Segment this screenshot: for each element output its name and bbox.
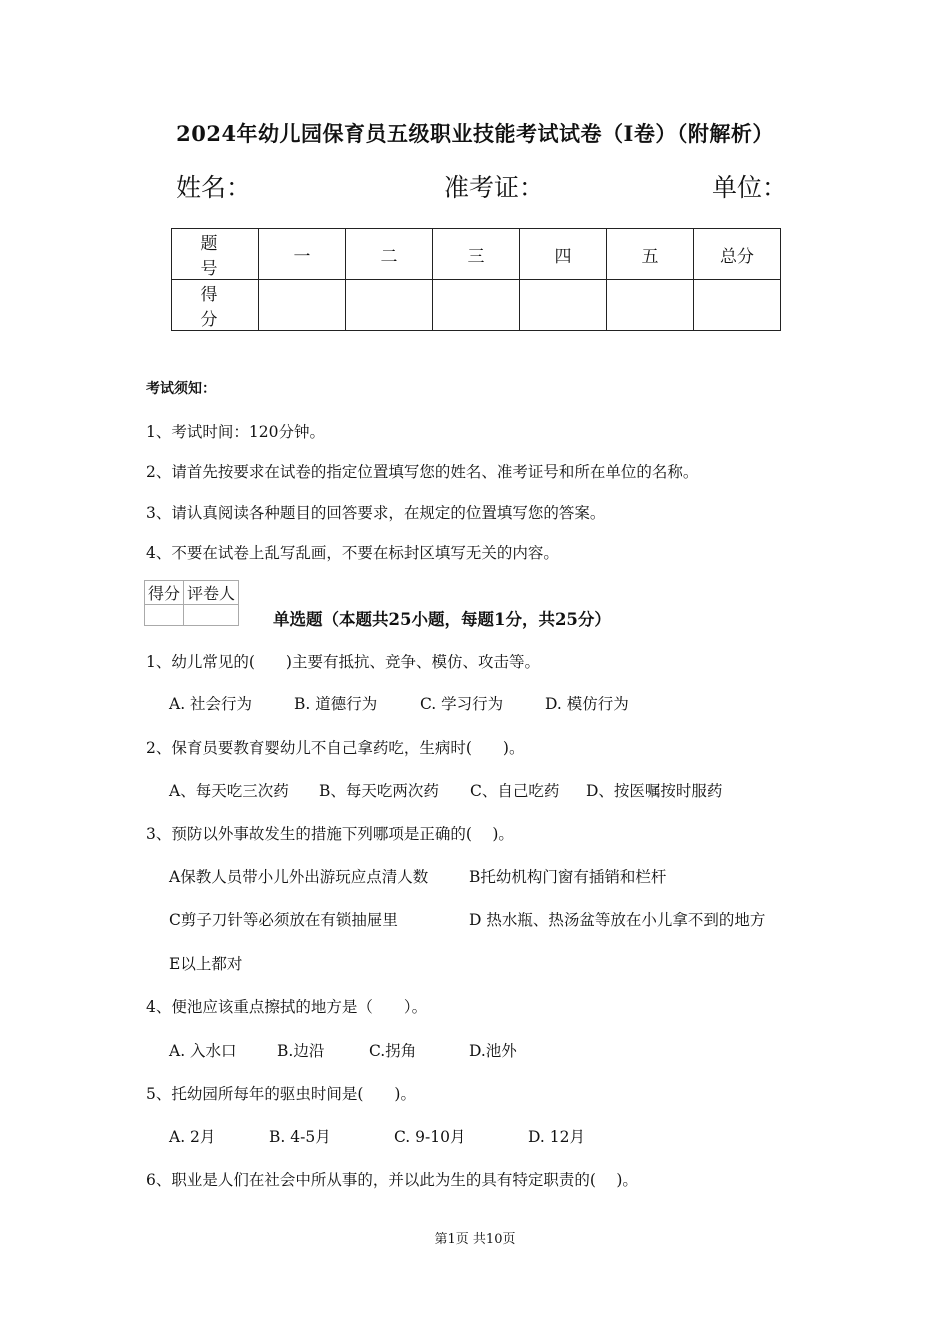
question-option: A保教人员带小儿外出游玩应点清人数 [169, 868, 429, 886]
score-cell[interactable] [346, 280, 433, 331]
question-option: D.池外 [469, 1042, 517, 1060]
name-field-label: 姓名： [176, 173, 252, 202]
question-option: D. 模仿行为 [545, 695, 629, 713]
grader-reviewer-label: 评卷人 [184, 581, 239, 605]
grader-score-cell[interactable] [145, 605, 184, 626]
section-title: 单选题（本题共25小题，每题1分，共25分） [273, 610, 611, 629]
score-cell[interactable] [694, 280, 781, 331]
question-option: B. 道德行为 [294, 695, 378, 713]
question-stem: 6、职业是人们在社会中所从事的，并以此为生的具有特定职责的( )。 [146, 1171, 638, 1189]
score-table-header-row [172, 229, 781, 280]
question-option: D. 12月 [528, 1128, 585, 1146]
question-stem: 1、幼儿常见的( )主要有抵抗、竞争、模仿、攻击等。 [146, 653, 540, 671]
notice-heading: 考试须知： [146, 381, 216, 397]
question-option: B. 4-5月 [269, 1128, 331, 1146]
question-stem: 3、预防以外事故发生的措施下列哪项是正确的( )。 [146, 825, 514, 843]
score-row-label: 得 分 [172, 280, 259, 331]
question-option: D 热水瓶、热汤盆等放在小儿拿不到的地方 [469, 911, 766, 929]
exam-id-field-label: 准考证： [444, 173, 545, 202]
score-table [171, 228, 781, 331]
question-option: C. 9-10月 [394, 1128, 466, 1146]
question-stem: 5、托幼园所每年的驱虫时间是( )。 [146, 1085, 416, 1103]
question-option: A. 社会行为 [169, 695, 253, 713]
score-cell[interactable] [520, 280, 607, 331]
question-stem: 4、便池应该重点擦拭的地方是（ ）。 [146, 998, 428, 1016]
question-option: A、每天吃三次药 [169, 782, 289, 800]
question-option: B.边沿 [277, 1042, 325, 1060]
page-title: 2024年幼儿园保育员五级职业技能考试试卷（I卷）（附解析） [176, 121, 774, 146]
question-option: C.拐角 [369, 1042, 417, 1060]
question-option: B、每天吃两次药 [319, 782, 439, 800]
score-header-cell: 四 [520, 229, 607, 280]
question-option: D、按医嘱按时服药 [586, 782, 723, 800]
question-option: C. 学习行为 [420, 695, 504, 713]
score-header-cell: 二 [346, 229, 433, 280]
question-option: A. 2月 [169, 1128, 216, 1146]
question-option: C、自己吃药 [470, 782, 560, 800]
score-header-total: 总分 [694, 229, 781, 280]
question-option: B托幼机构门窗有插销和栏杆 [469, 868, 667, 886]
score-header-cell: 三 [433, 229, 520, 280]
notice-item: 1、考试时间：120分钟。 [146, 423, 325, 441]
question-option: C剪子刀针等必须放在有锁抽屉里 [169, 911, 398, 929]
question-stem: 2、保育员要教育婴幼儿不自己拿药吃，生病时( )。 [146, 739, 525, 757]
score-cell[interactable] [607, 280, 694, 331]
notice-item: 4、不要在试卷上乱写乱画，不要在标封区填写无关的内容。 [146, 544, 559, 562]
grader-reviewer-cell[interactable] [184, 605, 239, 626]
page-footer: 第1页 共10页 [434, 1232, 516, 1247]
unit-field-label: 单位： [712, 173, 788, 202]
score-header-cell: 一 [259, 229, 346, 280]
score-header-cell: 五 [607, 229, 694, 280]
score-cell[interactable] [433, 280, 520, 331]
question-option: A. 入水口 [169, 1042, 237, 1060]
score-header-label: 题 号 [172, 229, 259, 280]
score-table-score-row [172, 280, 781, 331]
grader-score-label: 得分 [145, 581, 184, 605]
notice-item: 3、请认真阅读各种题目的回答要求，在规定的位置填写您的答案。 [146, 504, 606, 522]
score-cell[interactable] [259, 280, 346, 331]
question-option: E以上都对 [169, 955, 243, 973]
notice-item: 2、请首先按要求在试卷的指定位置填写您的姓名、准考证号和所在单位的名称。 [146, 463, 699, 481]
grader-box [144, 580, 239, 626]
